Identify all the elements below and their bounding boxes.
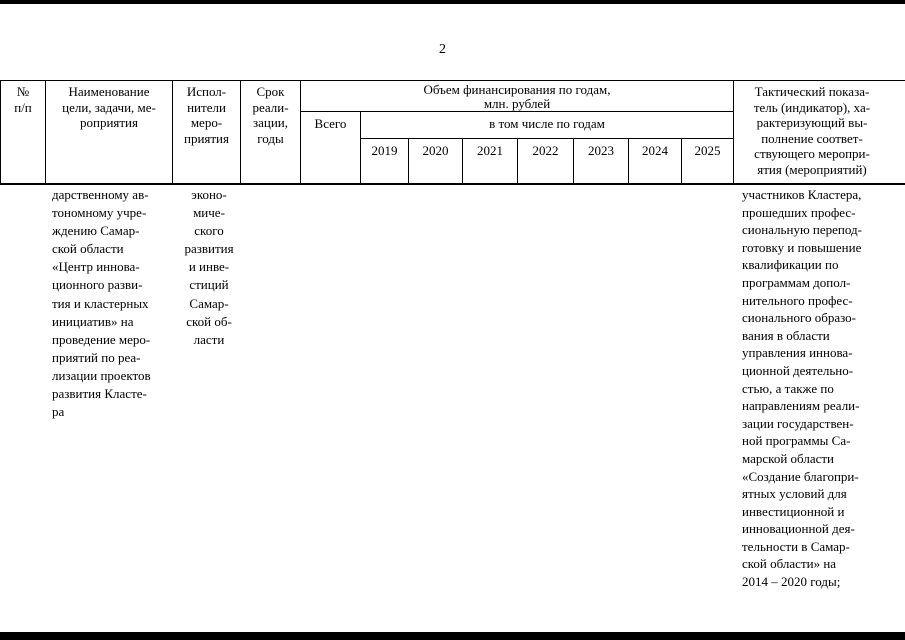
col-divider [300,80,301,183]
header-year: 2019 [371,143,398,158]
header-name: Наименование цели, задачи, ме- роприятия [62,84,156,130]
header-incl-years: в том числе по годам [489,116,605,131]
header-indicator: Тактический показа- тель (индикатор), ха- рактеризующий вы- полнение соответ- ствующего меропри- ятия (мероприятий) [753,84,871,177]
table-top-line [0,80,905,81]
row-name-text: дарственному ав- тономному учре- ждению Самар- ской области «Центр иннова- ционного разви- тия и кластерных инициатив» на проведение меро- приятий по реа- лизации проектов развития Класте- ра [52,187,151,420]
header-year: 2024 [642,143,668,158]
years-subheader-line [360,138,733,139]
col-divider [45,80,46,183]
header-year: 2022 [532,143,559,158]
col-divider [733,80,734,183]
header-year: 2023 [588,143,614,158]
row-executor-text: эконо- миче- ского развития и инве- стиций Самар- ской об- ласти [184,187,234,347]
header-year: 2021 [477,143,503,158]
header-year: 2020 [422,143,449,158]
col-divider [240,80,241,183]
header-executors: Испол- нители меро- приятия [183,84,229,146]
header-term: Срок реали- зации, годы [252,84,289,146]
header-number: № п/п [14,84,32,115]
col-divider [172,80,173,183]
page-number: 2 [439,42,446,57]
bottom-border [0,632,905,640]
col-divider [0,80,1,183]
top-border [0,0,905,4]
header-bottom-line [0,183,905,185]
row-indicator-text: участников Кластера, прошедших профес- сиональную перепод- готовку и повышение квалификации по программам допол- нительного профес- сионального образо- вания в области управления иннова- ционной деятельно- стью, а также по направлениям реали- зации государствен- ной программы Са- марской области «Создание благопри- ятных условий для инвестиционной и инновационной дея- тельности в Самар- ской области» на 2014 – 2020 годы; [742,187,862,590]
header-funding: Объем финансирования по годам, млн. рублей [423,82,611,111]
funding-subheader-line [300,111,733,112]
header-total: Всего [314,116,347,131]
header-year: 2025 [694,143,721,158]
